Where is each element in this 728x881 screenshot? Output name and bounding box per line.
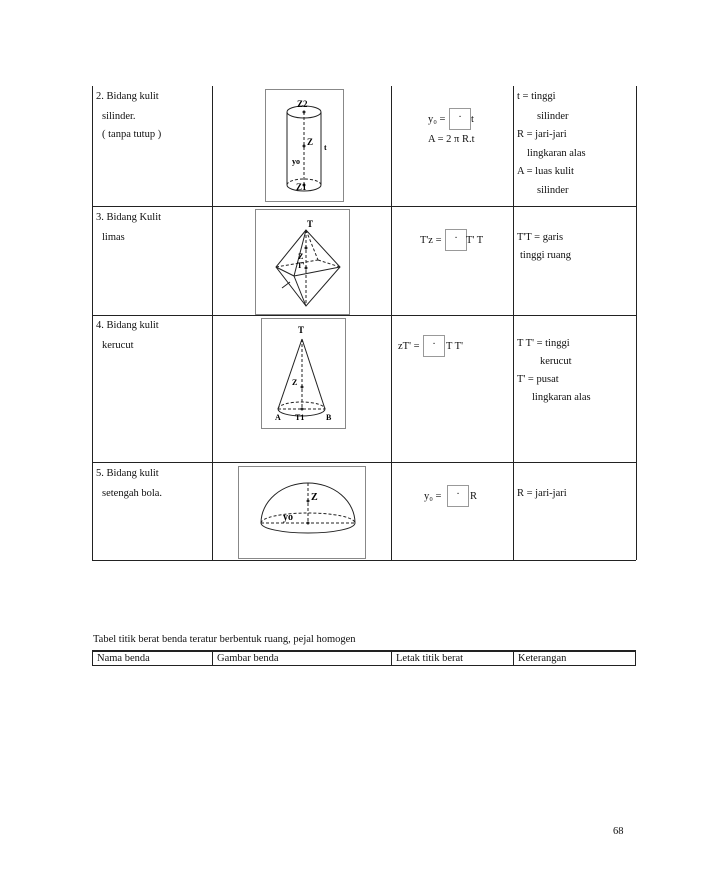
fraction-dot: · [454,233,458,244]
note-line: silinder [537,111,569,122]
row-name-line: 4. Bidang kulit [96,320,159,331]
fraction-box [445,229,467,251]
figure-label: yo [292,157,300,166]
column-divider [513,86,514,560]
figure-label: t [324,143,327,152]
note-line: T' = pusat [517,374,559,385]
fraction-dot: · [456,489,460,500]
row-name-line: 5. Bidang kulit [96,468,159,479]
formula-rhs: T' T [466,235,484,246]
figure-label: Z1 [296,182,307,192]
figure-label: yo [283,512,293,523]
figure-label: B [326,413,332,422]
column-divider [391,86,392,560]
column-header: Keterangan [518,653,567,664]
column-header: Nama benda [97,653,150,664]
page-number: 68 [613,826,624,837]
figure-label: Z2 [297,99,308,109]
column-header: Letak titik berat [396,653,464,664]
formula-rhs: t [471,114,474,125]
formula-rhs: T T' [446,341,463,352]
figure-label: T1 [295,413,305,422]
pyramid-figure [255,209,350,315]
fraction-box [423,335,445,357]
row-name-line: ( tanpa tutup ) [102,129,162,140]
row-name-line: silinder. [102,111,136,122]
fraction-box [447,485,469,507]
fraction-dot: · [458,112,462,123]
formula-lhs: T'z = [420,235,442,246]
formula-lhs: y₀ = [424,491,442,502]
figure-label: T' [297,261,305,270]
table-border-right [636,86,637,560]
formula-lhs: y₀ = [428,114,446,125]
formula-rhs: R [470,491,478,502]
fraction-dot: · [432,339,436,350]
note-line: kerucut [540,356,572,367]
note-line: tinggi ruang [520,250,572,261]
figure-label: T [307,219,314,229]
row-name-line: 2. Bidang kulit [96,91,159,102]
row-name-line: limas [102,232,125,243]
figure-label: A [275,413,281,422]
table-border-left [92,86,93,560]
cylinder-figure [265,89,344,202]
hemisphere-figure [238,466,366,559]
note-line: A = luas kulit [517,166,574,177]
table-caption: Tabel titik berat benda teratur berbentuk ruang, pejal homogen [93,634,356,645]
note-line: silinder [537,185,569,196]
note-line: R = jari-jari [517,129,567,140]
row-divider [92,315,636,316]
table-border-bottom [92,560,636,561]
row-name-line: 3. Bidang Kulit [96,212,162,223]
figure-label: Z [307,137,314,147]
note-line: R = jari-jari [517,488,567,499]
formula-line: A = 2 π R.t [428,134,475,145]
figure-label: Z [292,378,298,387]
cone-figure [261,318,346,429]
note-line: lingkaran alas [532,392,591,403]
note-line: t = tinggi [517,91,556,102]
figure-label: T [298,325,305,335]
note-line: T'T = garis [517,232,564,243]
row-divider [92,206,636,207]
note-line: lingkaran alas [527,148,586,159]
table-header-row [92,650,636,666]
note-line: T T' = tinggi [517,338,570,349]
row-divider [92,462,636,463]
fraction-box [449,108,471,130]
column-divider [212,86,213,560]
formula-lhs: zT' = [398,341,420,352]
figure-label: Z [311,492,318,503]
figure-label: Z [298,252,304,261]
column-header: Gambar benda [217,653,279,664]
row-name-line: setengah bola. [102,488,163,499]
row-name-line: kerucut [102,340,134,351]
